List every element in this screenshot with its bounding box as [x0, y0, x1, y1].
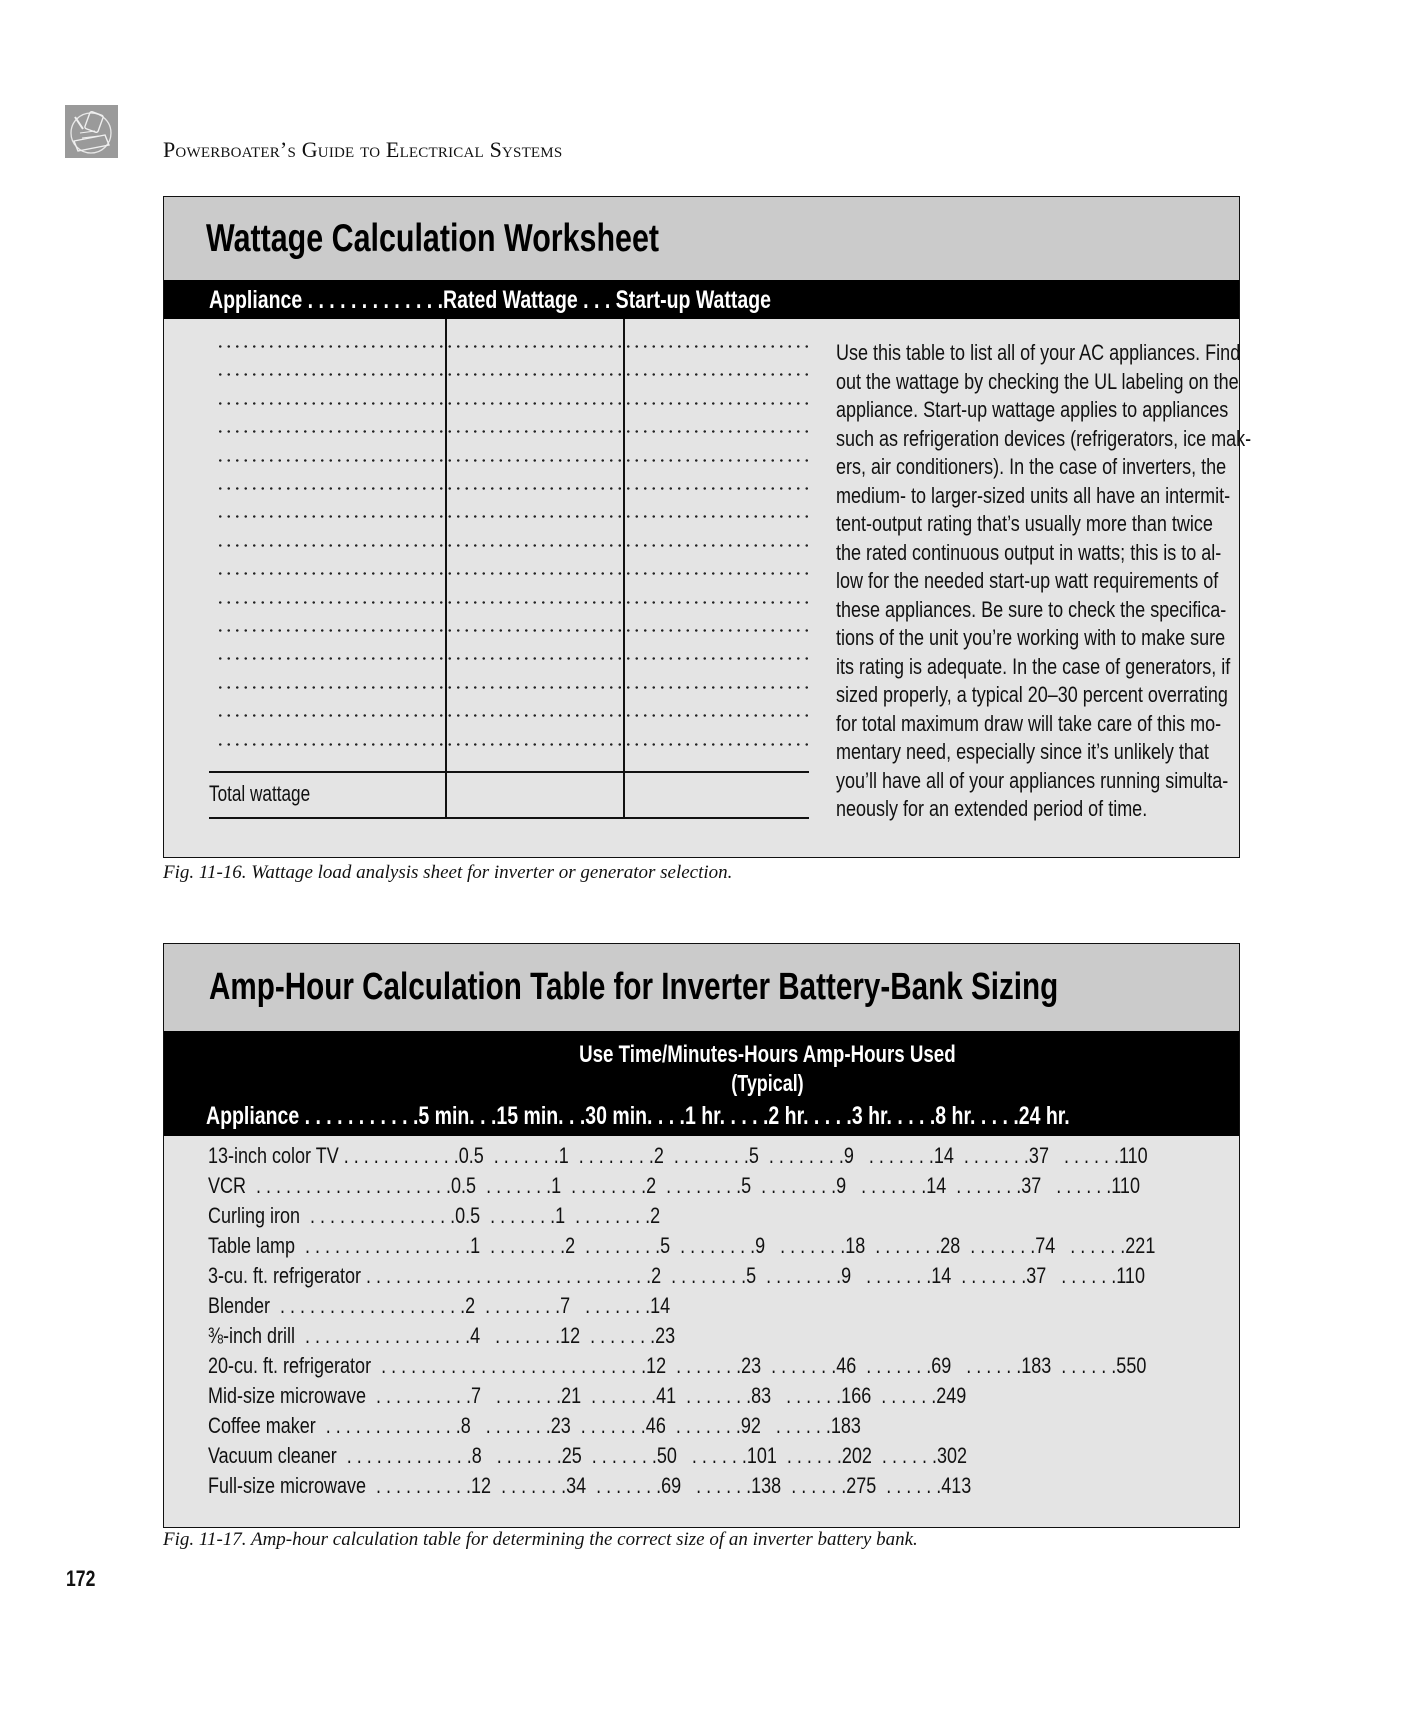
instruction-line: neously for an extended period of time. — [836, 796, 1148, 821]
table-row — [208, 1321, 1392, 1351]
instruction-line: for total maximum draw will take care of this mo- — [836, 710, 1222, 736]
row-text: Table lamp . . . . . . . . . . . . . . . . .1 . . . . . . . .2 . . . . . . . .5 . . . . . . . .9 . . . . . . .18 . . . . . . .28 . . . . . . .74 . . . . . .221 — [208, 1233, 1156, 1258]
table-row — [208, 1171, 1392, 1201]
worksheet-title: Wattage Calculation Worksheet — [206, 217, 660, 260]
total-wattage-label: Total wattage — [209, 781, 311, 806]
instruction-line: sized properly, a typical 20–30 percent overrating — [836, 682, 1228, 707]
row-text: Curling iron . . . . . . . . . . . . . . .0.5 . . . . . . .1 . . . . . . . .2 — [208, 1203, 661, 1228]
worksheet-blank-row[interactable] — [216, 714, 810, 717]
row-text: Vacuum cleaner . . . . . . . . . . . . .8 . . . . . . .25 . . . . . . .50 . . . . . .101 . . . . . .202 . . . . . .302 — [208, 1443, 967, 1468]
table-row — [208, 1351, 1392, 1381]
row-text: VCR . . . . . . . . . . . . . . . . . . . .0.5 . . . . . . .1 . . . . . . . .2 . . . . . . . .5 . . . . . . . .9 . . . . . . .14 . . . . . . .37 . . . . . .110 — [208, 1173, 1140, 1198]
row-text: ⅜-inch drill . . . . . . . . . . . . . . . . .4 . . . . . . .12 . . . . . . .23 — [208, 1323, 676, 1348]
running-head: Powerboater’s Guide to Electrical Systems — [163, 137, 563, 162]
row-text: Full-size microwave . . . . . . . . . .12 . . . . . . .34 . . . . . . .69 . . . . . .138 . . . . . .275 . . . . . .413 — [208, 1473, 972, 1498]
row-text: Coffee maker . . . . . . . . . . . . . .8 . . . . . . .23 . . . . . . .46 . . . . . . .92 . . . . . .183 — [208, 1413, 861, 1438]
boat-electrical-tools-icon — [65, 105, 118, 158]
worksheet-title-band — [164, 197, 1239, 280]
table-row — [208, 1291, 1392, 1321]
worksheet-column-headers: Appliance . . . . . . . . . . . . .Rated Wattage . . . Start-up Wattage — [209, 286, 771, 314]
row-text: 13-inch color TV . . . . . . . . . . . .0.5 . . . . . . .1 . . . . . . . .2 . . . . . . . .5 . . . . . . . .9 . . . . . . .14 . . . . . . .37 . . . . . .110 — [208, 1143, 1148, 1168]
instruction-line: out the wattage by checking the UL labeling on the — [836, 368, 1239, 394]
instruction-line: the rated continuous output in watts; this is to al- — [836, 539, 1222, 565]
amp-table-subheader-typical: (Typical) — [731, 1070, 804, 1096]
table-row — [208, 1381, 1392, 1411]
worksheet-blank-row[interactable] — [216, 686, 810, 689]
instruction-line: ers, air conditioners). In the case of inverters, the — [836, 454, 1227, 479]
worksheet-blank-row[interactable] — [216, 572, 810, 575]
amp-table-title: Amp-Hour Calculation Table for Inverter Battery-Bank Sizing — [209, 966, 1059, 1008]
amp-table-subheader: Use Time/Minutes-Hours Amp-Hours Used — [579, 1041, 956, 1068]
worksheet-blank-row[interactable] — [216, 430, 810, 433]
worksheet-blank-row[interactable] — [216, 487, 810, 490]
amp-table-header-band — [164, 1031, 1239, 1136]
worksheet-blank-row[interactable] — [216, 601, 810, 604]
table-row — [208, 1411, 1392, 1441]
wattage-worksheet-figure — [163, 196, 1252, 858]
instruction-line: low for the needed start-up watt requirements of — [836, 568, 1219, 593]
instruction-line: these appliances. Be sure to check the specifica- — [836, 596, 1227, 622]
table-row — [208, 1441, 1392, 1471]
page-number: 172 — [66, 1566, 96, 1591]
table-row — [208, 1471, 1392, 1501]
instruction-line: medium- to larger-sized units all have an intermit- — [836, 482, 1231, 508]
table-row — [208, 1261, 1392, 1291]
worksheet-instructions — [836, 339, 1266, 824]
worksheet-blank-row[interactable] — [216, 743, 810, 746]
worksheet-blank-row[interactable] — [216, 515, 810, 518]
amp-table-column-headers: Appliance . . . . . . . . . . .5 min. . .15 min. . .30 min. . . .1 hr. . . . .2 hr. . . . .3 hr. . . . .8 hr. . . . .24 hr. — [206, 1102, 1070, 1130]
instruction-line: Use this table to list all of your AC appliances. Find — [836, 340, 1241, 365]
instruction-line: mentary need, especially since it’s unlikely that — [836, 739, 1209, 764]
worksheet-blank-row[interactable] — [216, 402, 810, 405]
worksheet-grid — [164, 319, 804, 839]
worksheet-blank-row[interactable] — [216, 544, 810, 547]
worksheet-blank-row[interactable] — [216, 373, 810, 376]
table-row — [208, 1231, 1392, 1261]
instruction-line: appliance. Start-up wattage applies to appliances — [836, 397, 1229, 422]
total-rated-wattage-field[interactable] — [447, 773, 622, 816]
instruction-line: its rating is adequate. In the case of generators, if — [836, 653, 1231, 679]
table-row — [208, 1201, 1392, 1231]
total-startup-wattage-field[interactable] — [625, 773, 809, 816]
figure-caption-11-17: Fig. 11-17. Amp-hour calculation table for determining the correct size of an inverter battery bank. — [163, 1529, 918, 1550]
table-row — [208, 1141, 1392, 1171]
worksheet-header-band — [164, 280, 1239, 319]
amp-table-body — [208, 1141, 1392, 1501]
total-divider-bottom — [209, 817, 809, 819]
row-text: Blender . . . . . . . . . . . . . . . . . . .2 . . . . . . . .7 . . . . . . .14 — [208, 1293, 671, 1318]
row-text: Mid-size microwave . . . . . . . . . .7 . . . . . . .21 . . . . . . .41 . . . . . . .83 . . . . . .166 . . . . . .249 — [208, 1383, 967, 1408]
worksheet-blank-row[interactable] — [216, 657, 810, 660]
worksheet-blank-row[interactable] — [216, 629, 810, 632]
row-text: 20-cu. ft. refrigerator . . . . . . . . . . . . . . . . . . . . . . . . . . .12 . . . . . . .23 . . . . . . .46 . . . . . . .69 . . . . . .183 . . . . . .550 — [208, 1353, 1147, 1378]
row-text: 3-cu. ft. refrigerator . . . . . . . . . . . . . . . . . . . . . . . . . . . . .2 . . . . . . . .5 . . . . . . . .9 . . . . . . .14 . . . . . . .37 . . . . . .110 — [208, 1263, 1145, 1288]
instruction-line: tent-output rating that’s usually more than twice — [836, 511, 1213, 536]
worksheet-blank-row[interactable] — [216, 459, 810, 462]
book-logo-icon — [65, 105, 118, 158]
instruction-line: you’ll have all of your appliances running simulta- — [836, 767, 1229, 793]
amp-table-title-band — [164, 944, 1239, 1031]
worksheet-blank-row[interactable] — [216, 345, 810, 348]
instruction-line: tions of the unit you’re working with to make sure — [836, 625, 1226, 650]
figure-caption-11-16: Fig. 11-16. Wattage load analysis sheet for inverter or generator selection. — [163, 862, 733, 883]
instruction-line: such as refrigeration devices (refrigerators, ice mak- — [836, 425, 1252, 451]
